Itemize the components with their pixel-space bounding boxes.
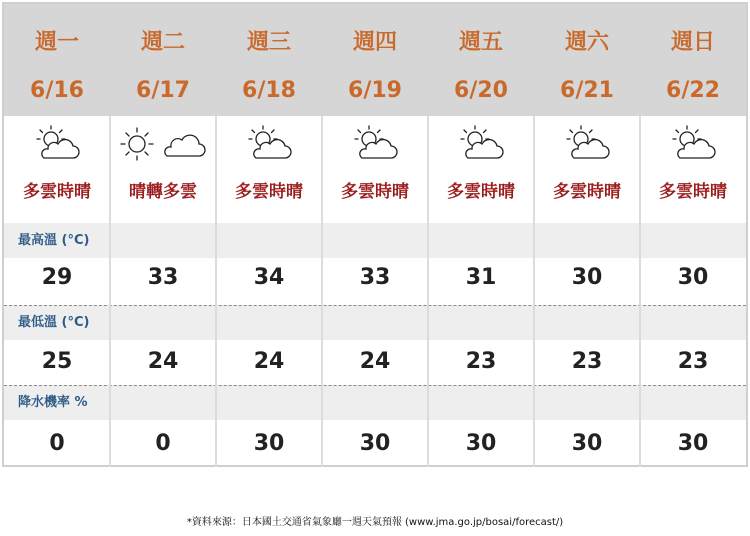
- day-header: [640, 4, 746, 116]
- source-footnote: *資料來源：日本國土交通省氣象廳一週天氣預報 (www.jma.go.jp/bosai/forecast/): [186, 517, 564, 528]
- weekday-label: 週日: [670, 30, 715, 55]
- low-temp-label: 最低溫 (°C): [18, 315, 90, 330]
- date-label: 6/18: [242, 78, 296, 103]
- high-temp-value: 31: [465, 265, 497, 290]
- divider: [4, 305, 746, 306]
- date-label: 6/16: [30, 78, 84, 103]
- low-temp-value: 23: [571, 349, 603, 374]
- partly-sunny-icon: [455, 124, 507, 168]
- rain-chance-value: 30: [359, 431, 391, 456]
- high-temp-value: 33: [359, 265, 391, 290]
- column-divider: [427, 116, 429, 467]
- weekday-label: 週二: [140, 30, 185, 55]
- low-label-row: [4, 305, 746, 340]
- high-temp-value: 33: [147, 265, 179, 290]
- date-label: 6/21: [560, 78, 614, 103]
- day-header: [4, 4, 110, 116]
- weekday-label: 週五: [458, 30, 503, 55]
- rain-chance-value: 30: [677, 431, 709, 456]
- rain-chance-value: 0: [49, 431, 65, 456]
- low-temp-value: 24: [253, 349, 285, 374]
- date-label: 6/19: [348, 78, 402, 103]
- high-temp-label: 最高溫 (°C): [18, 233, 90, 248]
- column-divider: [215, 116, 217, 467]
- partly-sunny-icon: [243, 124, 295, 168]
- weather-condition: 晴轉多雲: [129, 182, 197, 202]
- weekday-label: 週六: [564, 30, 609, 55]
- partly-sunny-icon: [561, 124, 613, 168]
- partly-sunny-icon: [31, 124, 83, 168]
- weekday-label: 週一: [34, 30, 79, 55]
- table-header: [4, 4, 746, 116]
- date-label: 6/20: [454, 78, 508, 103]
- high-temp-value: 30: [677, 265, 709, 290]
- low-temp-value: 24: [147, 349, 179, 374]
- rain-chance-label: 降水機率 %: [18, 395, 88, 410]
- high-temp-value: 29: [41, 265, 73, 290]
- low-temp-value: 23: [677, 349, 709, 374]
- forecast-table: [2, 2, 748, 467]
- sun-and-cloud-icon: [117, 124, 209, 168]
- weather-condition: 多雲時晴: [553, 182, 621, 202]
- weather-condition: 多雲時晴: [235, 182, 303, 202]
- date-label: 6/17: [136, 78, 190, 103]
- day-header: [216, 4, 322, 116]
- rain-chance-value: 30: [571, 431, 603, 456]
- rain-chance-value: 30: [253, 431, 285, 456]
- column-divider: [109, 116, 111, 467]
- weekday-label: 週三: [246, 30, 291, 55]
- column-divider: [533, 116, 535, 467]
- partly-sunny-icon: [349, 124, 401, 168]
- divider: [4, 385, 746, 386]
- day-header: [110, 4, 216, 116]
- column-divider: [639, 116, 641, 467]
- high-temp-value: 30: [571, 265, 603, 290]
- day-header: [428, 4, 534, 116]
- partly-sunny-icon: [667, 124, 719, 168]
- low-temp-value: 23: [465, 349, 497, 374]
- rain-label-row: [4, 385, 746, 420]
- rain-chance-value: 30: [465, 431, 497, 456]
- weather-condition: 多雲時晴: [659, 182, 727, 202]
- high-label-row: [4, 223, 746, 258]
- low-temp-value: 24: [359, 349, 391, 374]
- weather-condition: 多雲時晴: [447, 182, 515, 202]
- day-header: [322, 4, 428, 116]
- date-label: 6/22: [666, 78, 720, 103]
- weather-condition: 多雲時晴: [23, 182, 91, 202]
- weekday-label: 週四: [352, 30, 397, 55]
- rain-chance-value: 0: [155, 431, 171, 456]
- low-temp-value: 25: [41, 349, 73, 374]
- column-divider: [321, 116, 323, 467]
- high-temp-value: 34: [253, 265, 285, 290]
- day-header: [534, 4, 640, 116]
- weather-condition: 多雲時晴: [341, 182, 409, 202]
